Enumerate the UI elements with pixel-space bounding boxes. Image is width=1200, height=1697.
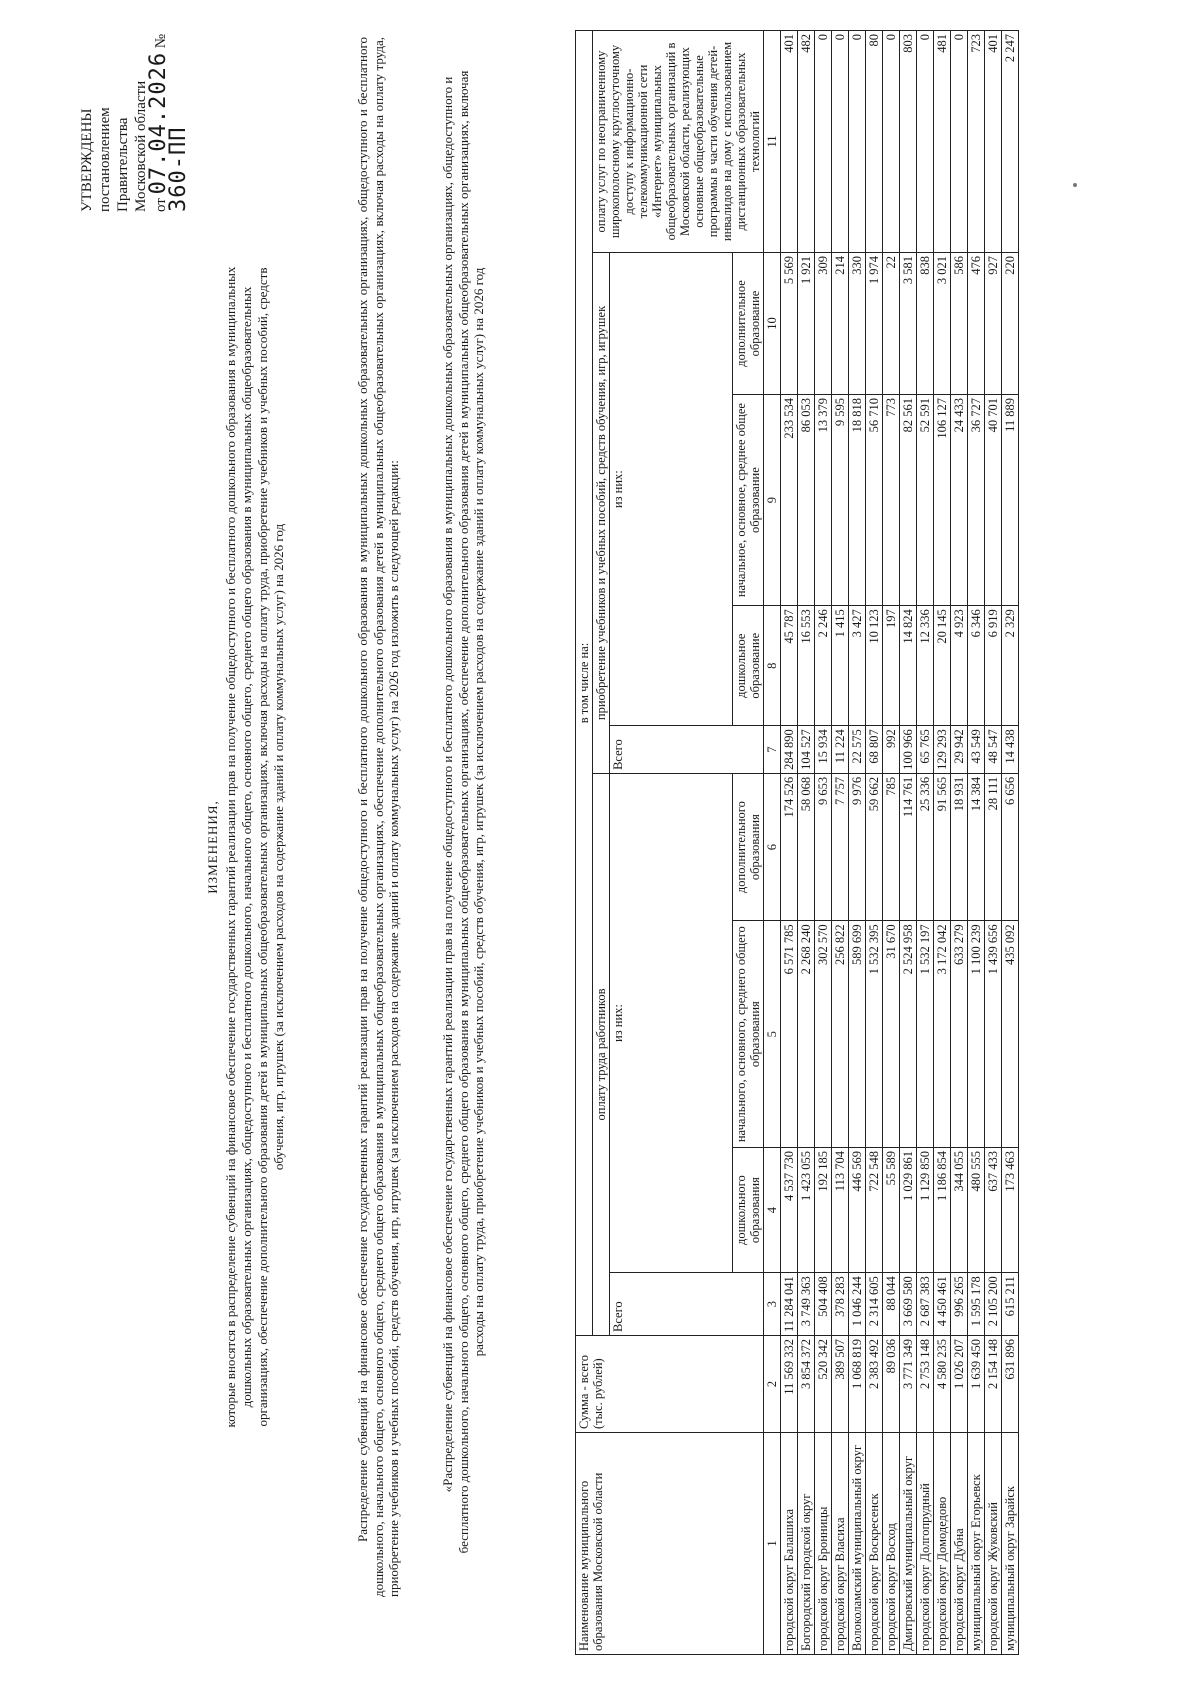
cell-c2: 631 896 — [1002, 1336, 1019, 1433]
cell-c3: 996 265 — [951, 1273, 968, 1336]
table-row — [985, 31, 1002, 1655]
cell-c2: 2 753 148 — [917, 1336, 934, 1433]
table-row — [849, 31, 866, 1655]
cell-c7: 15 934 — [815, 726, 832, 774]
cell-c5: 302 570 — [815, 921, 832, 1148]
cell-c11: 0 — [883, 31, 900, 253]
cell-c3: 1 595 178 — [968, 1273, 985, 1336]
cell-c9: 56 710 — [866, 394, 883, 605]
cell-c8: 10 123 — [866, 606, 883, 726]
cell-c5: 1 532 395 — [866, 921, 883, 1148]
cell-c5: 256 822 — [832, 921, 849, 1148]
cell-c11: 0 — [951, 31, 968, 253]
cell-c7: 100 966 — [900, 726, 917, 774]
cell-c2: 1 026 207 — [951, 1336, 968, 1433]
cell-c2: 1 068 819 — [849, 1336, 866, 1433]
cell-c10: 5 569 — [781, 253, 798, 395]
cell-c7: 104 527 — [798, 726, 815, 774]
cell-c3: 1 046 244 — [849, 1273, 866, 1336]
cell-c10: 1 921 — [798, 253, 815, 395]
cell-c5: 589 699 — [849, 921, 866, 1148]
cell-c6: 174 526 — [781, 773, 798, 920]
cell-c9: 86 053 — [798, 394, 815, 605]
cell-c9: 11 889 — [1002, 394, 1019, 605]
cell-c4: 55 589 — [883, 1148, 900, 1273]
page-subtitle: которые вносятся в распределение субвенций на финансовое обеспечение государственных гарантий реализации прав на получение общедоступного и бесплатного дошкольного образования в муниципальных дошкольных образовательных организациях, общедоступного и бесплатного дошкольного, начального общего, основного общего, среднего общего образования в муниципальных общеобразовательных организациях, обеспечение дополнительного образования детей в муниципальных общеобразовательных организациях, включая расходы на оплату труда, приобретение учебников и учебных пособий, средств обучения, игр, игрушек (за исключением расходов на содержание зданий и оплату коммунальных услуг) на 2026 год — [223, 266, 286, 1428]
table-caption: «Распределение субвенций на финансовое обеспечение государственных гарантий реализации прав на получение общедоступного и бесплатного дошкольного образования в муниципальных дошкольных образовательных организациях, общедоступного и бесплатного дошкольного, начального общего, основного общего, среднего общего образования в муниципальных общеобразовательных организациях, обеспечение дополнительного образования детей в муниципальных общеобразовательных организациях, включая расходы на оплату труда, приобретение учебников и учебных пособий, средств обучения, игр, игрушек (за исключением расходов на содержание зданий и оплату коммунальных услуг) на 2026 год — [440, 70, 486, 1554]
cell-c2: 89 036 — [883, 1336, 900, 1433]
cell-c2: 389 507 — [832, 1336, 849, 1433]
cell-c10: 214 — [832, 253, 849, 395]
table-body — [781, 31, 1019, 1655]
cell-c11: 0 — [917, 31, 934, 253]
table-row — [798, 31, 815, 1655]
cell-c11: 401 — [781, 31, 798, 253]
column-index: 2 — [764, 1336, 781, 1433]
cell-c11: 2 247 — [1002, 31, 1019, 253]
column-index: 3 — [764, 1273, 781, 1336]
column-index: 10 — [764, 253, 781, 395]
cell-c9: 36 727 — [968, 394, 985, 605]
cell-c10: 220 — [1002, 253, 1019, 395]
header-name: Наименование муниципального образования Московской области — [576, 1433, 764, 1655]
header-labor-total: Всего — [610, 1273, 764, 1336]
column-index: 1 — [764, 1433, 781, 1655]
municipality-name: городской округ Балашиха — [781, 1433, 798, 1655]
municipality-name: городской округ Воскресенск — [866, 1433, 883, 1655]
number-prefix: № — [153, 33, 169, 49]
cell-c4: 192 185 — [815, 1148, 832, 1273]
cell-c10: 927 — [985, 253, 1002, 395]
column-index: 4 — [764, 1148, 781, 1273]
cell-c10: 476 — [968, 253, 985, 395]
municipality-name: городской округ Дубна — [951, 1433, 968, 1655]
cell-c8: 16 553 — [798, 606, 815, 726]
cell-c7: 14 438 — [1002, 726, 1019, 774]
municipality-name: городской округ Домодедово — [934, 1433, 951, 1655]
header-books-of-them: из них: — [610, 253, 733, 726]
cell-c11: 401 — [985, 31, 1002, 253]
municipality-name: Волоколамский муниципальный округ — [849, 1433, 866, 1655]
table-row — [883, 31, 900, 1655]
cell-c6: 25 336 — [917, 773, 934, 920]
table-row — [900, 31, 917, 1655]
cell-c9: 13 379 — [815, 394, 832, 605]
intro-paragraph: Распределение субвенций на финансовое обеспечение государственных гарантий реализации прав на получение общедоступного и бесплатного дошкольного образования в муниципальных дошкольных образовательных организациях, общедоступного и бесплатного дошкольного, начального общего, основного общего, среднего общего образования в муниципальных общеобразовательных организациях, обеспечение дополнительного образования детей в муниципальных общеобразовательных организациях, включая расходы на оплату труда, приобретение учебников и учебных пособий, средств обучения, игр, игрушек (за исключением расходов на содержание зданий и оплату коммунальных услуг) на 2026 год изложить в следующей редакции: — [355, 37, 401, 1597]
header-books-total: Всего — [610, 726, 764, 774]
cell-c7: 68 807 — [866, 726, 883, 774]
table-row — [968, 31, 985, 1655]
cell-c10: 3 021 — [934, 253, 951, 395]
cell-c4: 722 548 — [866, 1148, 883, 1273]
cell-c4: 637 433 — [985, 1148, 1002, 1273]
cell-c8: 4 923 — [951, 606, 968, 726]
municipality-name: городской округ Власиха — [832, 1433, 849, 1655]
cell-c9: 773 — [883, 394, 900, 605]
cell-c6: 91 565 — [934, 773, 951, 920]
cell-c6: 6 656 — [1002, 773, 1019, 920]
cell-c4: 480 555 — [968, 1148, 985, 1273]
cell-c4: 344 055 — [951, 1148, 968, 1273]
header-sum: Сумма - всего (тыс. рублей) — [576, 1336, 764, 1433]
header-internet: оплату услуг по неограниченному широкополосному круглосуточному доступу к информационно-телекоммуникационной сети «Интернет» муниципальных общеобразовательных организаций в Московской области, реализующих основные общеобразовательные программы в части обучения детей-инвалидов на дому с использованием дистанционных образовательных технологий — [593, 31, 764, 253]
cell-c7: 11 224 — [832, 726, 849, 774]
cell-c4: 446 569 — [849, 1148, 866, 1273]
cell-c8: 2 246 — [815, 606, 832, 726]
cell-c6: 14 384 — [968, 773, 985, 920]
cell-c2: 3 854 372 — [798, 1336, 815, 1433]
cell-c11: 0 — [815, 31, 832, 253]
cell-c2: 2 383 492 — [866, 1336, 883, 1433]
approval-block — [78, 12, 190, 212]
header-labor-preschool: дошкольного образования — [733, 1148, 764, 1273]
cell-c11: 803 — [900, 31, 917, 253]
cell-c7: 22 575 — [849, 726, 866, 774]
column-index: 8 — [764, 606, 781, 726]
cell-c4: 1 029 861 — [900, 1148, 917, 1273]
header-books-preschool: дошкольное образование — [733, 606, 764, 726]
cell-c11: 0 — [832, 31, 849, 253]
cell-c2: 3 771 349 — [900, 1336, 917, 1433]
cell-c4: 113 704 — [832, 1148, 849, 1273]
column-index: 7 — [764, 726, 781, 774]
column-index: 6 — [764, 773, 781, 920]
cell-c6: 785 — [883, 773, 900, 920]
cell-c7: 43 549 — [968, 726, 985, 774]
header-books: приобретение учебников и учебных пособий, средств обучения, игр, игрушек — [593, 253, 610, 774]
table-row — [832, 31, 849, 1655]
cell-c6: 58 068 — [798, 773, 815, 920]
date-value: 07.04.2026 — [146, 51, 171, 195]
header-including: в том числе на: — [576, 31, 593, 1336]
cell-c5: 6 571 785 — [781, 921, 798, 1148]
date-prefix: от — [153, 198, 169, 212]
cell-c9: 9 595 — [832, 394, 849, 605]
cell-c4: 1 423 055 — [798, 1148, 815, 1273]
cell-c9: 233 534 — [781, 394, 798, 605]
cell-c10: 309 — [815, 253, 832, 395]
cell-c5: 435 092 — [1002, 921, 1019, 1148]
approval-line1: УТВЕРЖДЕНЫ — [79, 108, 95, 212]
cell-c8: 3 427 — [849, 606, 866, 726]
column-index: 11 — [764, 31, 781, 253]
cell-c5: 1 100 239 — [968, 921, 985, 1148]
table-row — [951, 31, 968, 1655]
cell-c8: 14 824 — [900, 606, 917, 726]
header-books-general: начальное, основное, среднее общее образование — [733, 394, 764, 605]
municipality-name: городской округ Долгопрудный — [917, 1433, 934, 1655]
cell-c4: 4 537 730 — [781, 1148, 798, 1273]
cell-c5: 2 268 240 — [798, 921, 815, 1148]
cell-c9: 24 433 — [951, 394, 968, 605]
cell-c5: 3 172 042 — [934, 921, 951, 1148]
cell-c2: 1 639 450 — [968, 1336, 985, 1433]
cell-c5: 1 439 656 — [985, 921, 1002, 1148]
cell-c3: 504 408 — [815, 1273, 832, 1336]
cell-c8: 1 415 — [832, 606, 849, 726]
cell-c3: 2 687 383 — [917, 1273, 934, 1336]
cell-c3: 3 669 580 — [900, 1273, 917, 1336]
cell-c11: 482 — [798, 31, 815, 253]
cell-c7: 129 293 — [934, 726, 951, 774]
approval-date-line — [146, 12, 191, 212]
cell-c7: 992 — [883, 726, 900, 774]
cell-c6: 114 761 — [900, 773, 917, 920]
header-books-additional: дополнительное образование — [733, 253, 764, 395]
municipality-name: муниципальный округ Зарайск — [1002, 1433, 1019, 1655]
cell-c8: 6 919 — [985, 606, 1002, 726]
page-title: ИЗМЕНЕНИЯ, — [205, 800, 220, 894]
cell-c7: 29 942 — [951, 726, 968, 774]
cell-c2: 4 580 235 — [934, 1336, 951, 1433]
municipality-name: Богородский городской округ — [798, 1433, 815, 1655]
municipality-name: Дмитровский муниципальный округ — [900, 1433, 917, 1655]
cell-c6: 28 111 — [985, 773, 1002, 920]
cell-c3: 2 105 200 — [985, 1273, 1002, 1336]
cell-c3: 615 211 — [1002, 1273, 1019, 1336]
cell-c6: 59 662 — [866, 773, 883, 920]
municipality-name: городской округ Жуковский — [985, 1433, 1002, 1655]
table-row — [917, 31, 934, 1655]
scan-dot — [1073, 183, 1077, 187]
number-value: 360-ПП — [166, 126, 191, 212]
cell-c11: 0 — [849, 31, 866, 253]
approval-line2: постановлением Правительства — [97, 107, 131, 212]
table-row — [815, 31, 832, 1655]
cell-c9: 52 591 — [917, 394, 934, 605]
cell-c11: 481 — [934, 31, 951, 253]
table-row — [1002, 31, 1019, 1655]
header-labor-of-them: из них: — [610, 773, 733, 1272]
cell-c4: 1 129 850 — [917, 1148, 934, 1273]
cell-c3: 88 044 — [883, 1273, 900, 1336]
municipality-name: городской округ Восход — [883, 1433, 900, 1655]
table-row — [934, 31, 951, 1655]
cell-c10: 586 — [951, 253, 968, 395]
cell-c6: 9 976 — [849, 773, 866, 920]
cell-c5: 633 279 — [951, 921, 968, 1148]
cell-c2: 2 154 148 — [985, 1336, 1002, 1433]
header-labor-additional: дополнительного образования — [733, 773, 764, 920]
cell-c5: 2 524 958 — [900, 921, 917, 1148]
cell-c3: 11 284 041 — [781, 1273, 798, 1336]
cell-c6: 9 653 — [815, 773, 832, 920]
cell-c8: 12 336 — [917, 606, 934, 726]
table-row — [866, 31, 883, 1655]
cell-c8: 45 787 — [781, 606, 798, 726]
cell-c6: 7 757 — [832, 773, 849, 920]
cell-c3: 2 314 605 — [866, 1273, 883, 1336]
cell-c5: 1 532 197 — [917, 921, 934, 1148]
table-row — [781, 31, 798, 1655]
header-labor: оплату труда работников — [593, 773, 610, 1335]
column-index: 5 — [764, 921, 781, 1148]
cell-c5: 31 670 — [883, 921, 900, 1148]
cell-c6: 18 931 — [951, 773, 968, 920]
cell-c10: 330 — [849, 253, 866, 395]
cell-c3: 3 749 363 — [798, 1273, 815, 1336]
cell-c7: 48 547 — [985, 726, 1002, 774]
cell-c11: 80 — [866, 31, 883, 253]
cell-c9: 82 561 — [900, 394, 917, 605]
cell-c9: 18 818 — [849, 394, 866, 605]
cell-c8: 6 346 — [968, 606, 985, 726]
cell-c10: 1 974 — [866, 253, 883, 395]
subsidy-table — [575, 30, 1019, 1655]
cell-c7: 284 890 — [781, 726, 798, 774]
column-index: 9 — [764, 394, 781, 605]
approval-line3: Московской области — [133, 80, 149, 212]
cell-c3: 4 450 461 — [934, 1273, 951, 1336]
cell-c4: 173 463 — [1002, 1148, 1019, 1273]
cell-c7: 65 765 — [917, 726, 934, 774]
cell-c2: 11 569 332 — [781, 1336, 798, 1433]
header-labor-general: начального, основного, среднего общего образования — [733, 921, 764, 1148]
cell-c3: 378 283 — [832, 1273, 849, 1336]
cell-c8: 2 329 — [1002, 606, 1019, 726]
cell-c4: 1 186 854 — [934, 1148, 951, 1273]
cell-c11: 723 — [968, 31, 985, 253]
cell-c2: 520 342 — [815, 1336, 832, 1433]
heading-block — [205, 257, 287, 1437]
cell-c8: 197 — [883, 606, 900, 726]
cell-c10: 838 — [917, 253, 934, 395]
cell-c9: 40 701 — [985, 394, 1002, 605]
cell-c8: 20 145 — [934, 606, 951, 726]
municipality-name: муниципальный округ Егорьевск — [968, 1433, 985, 1655]
column-index-row — [764, 31, 781, 1655]
municipality-name: городской округ Бронницы — [815, 1433, 832, 1655]
cell-c9: 106 127 — [934, 394, 951, 605]
cell-c10: 22 — [883, 253, 900, 395]
cell-c10: 3 581 — [900, 253, 917, 395]
